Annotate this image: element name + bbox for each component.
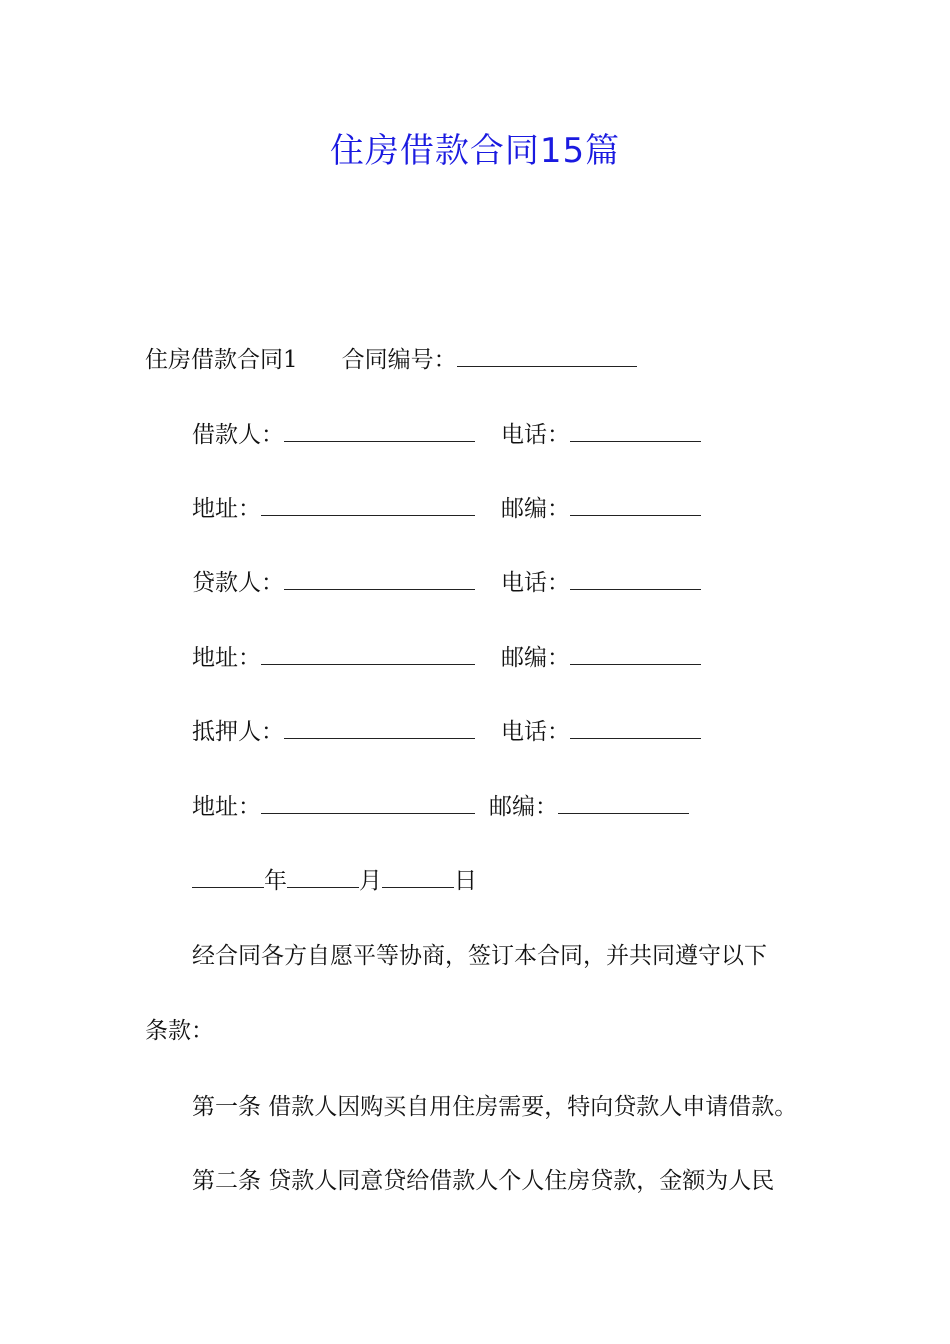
borrower-postcode-label: 邮编： bbox=[501, 496, 570, 522]
borrower-line bbox=[192, 419, 701, 451]
mortgagor-postcode-blank bbox=[558, 791, 689, 814]
borrower-address-blank bbox=[261, 493, 475, 516]
borrower-label: 借款人： bbox=[192, 422, 284, 448]
mortgagor-address-blank bbox=[261, 791, 475, 814]
day-blank bbox=[382, 865, 454, 888]
month-blank bbox=[287, 865, 359, 888]
contract-header-line bbox=[145, 344, 637, 376]
contract-number-label: 合同编号： bbox=[341, 347, 457, 373]
mortgagor-phone-label: 电话： bbox=[501, 719, 570, 745]
article-2: 第二条 贷款人同意贷给借款人个人住房贷款，金额为人民 bbox=[192, 1168, 775, 1194]
mortgagor-line bbox=[192, 716, 701, 748]
borrower-blank bbox=[284, 419, 475, 442]
year-blank bbox=[192, 865, 264, 888]
mortgagor-phone-blank bbox=[570, 716, 701, 739]
mortgagor-address-line bbox=[192, 791, 689, 823]
borrower-address-line bbox=[192, 493, 701, 525]
mortgagor-label: 抵押人： bbox=[192, 719, 284, 745]
lender-blank bbox=[284, 567, 475, 590]
borrower-phone-label: 电话： bbox=[501, 422, 570, 448]
mortgagor-blank bbox=[284, 716, 475, 739]
intro-paragraph-line2: 条款： bbox=[145, 1018, 214, 1044]
year-label: 年 bbox=[264, 868, 287, 894]
borrower-phone-blank bbox=[570, 419, 701, 442]
contract-number-blank bbox=[457, 344, 637, 367]
lender-address-label: 地址： bbox=[192, 645, 261, 671]
date-line bbox=[192, 865, 477, 897]
lender-address-line bbox=[192, 642, 701, 674]
borrower-postcode-blank bbox=[570, 493, 701, 516]
mortgagor-address-label: 地址： bbox=[192, 794, 261, 820]
contract-label: 住房借款合同1 bbox=[145, 347, 298, 373]
lender-postcode-label: 邮编： bbox=[501, 645, 570, 671]
article-1: 第一条 借款人因购买自用住房需要，特向贷款人申请借款。 bbox=[192, 1094, 798, 1120]
lender-line bbox=[192, 567, 701, 599]
document-title: 住房借款合同15篇 bbox=[329, 131, 621, 171]
lender-label: 贷款人： bbox=[192, 570, 284, 596]
lender-phone-blank bbox=[570, 567, 701, 590]
borrower-address-label: 地址： bbox=[192, 496, 261, 522]
lender-phone-label: 电话： bbox=[501, 570, 570, 596]
day-label: 日 bbox=[454, 868, 477, 894]
month-label: 月 bbox=[359, 868, 382, 894]
lender-address-blank bbox=[261, 642, 475, 665]
intro-paragraph-line1: 经合同各方自愿平等协商，签订本合同，并共同遵守以下 bbox=[192, 943, 767, 969]
mortgagor-postcode-label: 邮编： bbox=[489, 794, 558, 820]
lender-postcode-blank bbox=[570, 642, 701, 665]
